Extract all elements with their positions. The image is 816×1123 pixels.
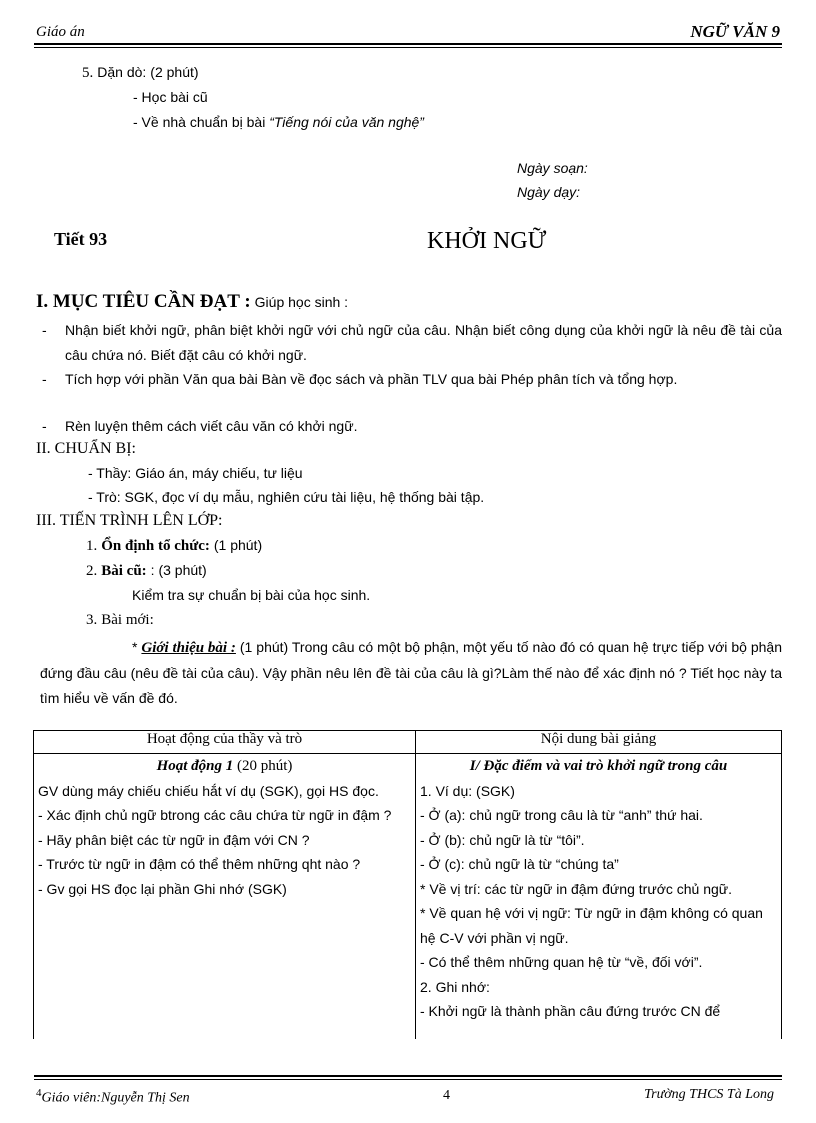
intro-paragraph: * Giới thiệu bài : (1 phút) Trong câu có một bộ phận, một yếu tố nào đó có quan hệ trực tiếp với bộ phận đứng đầu câu (nêu đề tài của câu). Vậy phần nêu lên đề tài của câu là gì?Làm thế nào để xác định nó ? Tiết học này ta tìm hiểu về vấn đề đó. [40, 639, 782, 706]
content-line: 2. Ghi nhớ: [420, 978, 490, 995]
lesson-period: Tiết 93 [54, 229, 108, 249]
header-rule-thin [34, 47, 782, 48]
activity-line: - Xác định chủ ngữ btrong các câu chứa từ ngữ in đậm ? [38, 807, 392, 823]
lesson-title: KHỞI NGỮ [427, 228, 547, 254]
homework-item: - Học bài cũ [133, 89, 208, 105]
step-new-lesson: 3. Bài mới: [86, 612, 154, 628]
prep-item: - Thầy: Giáo án, máy chiếu, tư liệu [88, 465, 303, 481]
date-prepared: Ngày soạn: [517, 160, 588, 176]
activities-cell [34, 754, 416, 1040]
table-header-content: Nội dung bài giảng [416, 731, 782, 754]
activity-line: - Hãy phân biệt các từ ngữ in đậm với CN ? [38, 831, 310, 848]
step-review: 2. Bài cũ: : (3 phút) [86, 562, 207, 579]
footer-rule-thin [34, 1079, 782, 1080]
section1-heading: I. MỤC TIÊU CẦN ĐẠT : Giúp học sinh : [36, 291, 349, 312]
prep-item: - Trò: SGK, đọc ví dụ mẫu, nghiên cứu tài liệu, hệ thống bài tập. [88, 489, 485, 505]
activity-line: - Gv gọi HS đọc lại phần Ghi nhớ (SGK) [38, 880, 287, 897]
objective-item: - Rèn luyện thêm cách viết câu văn có khởi ngữ. [42, 418, 358, 434]
homework-item: - Về nhà chuẩn bị bài “Tiếng nói của văn nghệ” [133, 114, 424, 130]
content-line: - Ở (c): chủ ngữ là từ “chúng ta” [420, 856, 619, 872]
activity-title: Hoạt động 1 (20 phút) [156, 758, 293, 774]
section3-heading: III. TIẾN TRÌNH LÊN LỚP: [36, 512, 223, 529]
content-title: I/ Đặc điểm và vai trò khởi ngữ trong câu [469, 758, 728, 774]
section2-heading: II. CHUẨN BỊ: [36, 440, 136, 457]
activity-line: GV dùng máy chiếu chiếu hắt ví dụ (SGK), gọi HS đọc. [38, 782, 379, 799]
date-taught: Ngày dạy: [517, 184, 581, 200]
page-number: 4 [443, 1088, 450, 1103]
content-line: 1. Ví dụ: (SGK) [420, 782, 515, 799]
step-review-detail: Kiểm tra sự chuẩn bị bài của học sinh. [132, 587, 371, 603]
activity-line: - Trước từ ngữ in đậm có thể thêm những qht nào ? [38, 856, 361, 872]
content-line: * Về vị trí: các từ ngữ in đậm đứng trước chủ ngữ. [420, 880, 733, 897]
objective-item: - Tích hợp với phần Văn qua bài Bàn về đọc sách và phần TLV qua bài Phép phân tích và tổng hợp. [42, 371, 678, 387]
footer-school: Trường THCS Tà Long [644, 1087, 774, 1102]
footer-rule [34, 1075, 782, 1077]
homework-title: 5. Dặn dò: (2 phút) [82, 64, 199, 81]
header-subject: NGỮ VĂN 9 [690, 22, 780, 41]
content-line: * Về quan hệ với vị ngữ: Từ ngữ in đậm không có quan hệ C-V với phần vị ngữ. [420, 905, 763, 946]
lesson-table [33, 730, 782, 1039]
content-line: - Ở (a): chủ ngữ trong câu là từ “anh” thứ hai. [420, 807, 703, 823]
step-stabilize: 1. Ổn định tổ chức: (1 phút) [86, 537, 263, 554]
table-header-activities: Hoạt động của thầy và trò [34, 731, 416, 754]
header-rule [34, 43, 782, 45]
footer-teacher: $^4$Giáo viên:Nguyễn Thị Sen [36, 1087, 190, 1106]
objective-item: - Nhận biết khởi ngữ, phân biệt khởi ngữ với chủ ngữ của câu. Nhận biết công dụng của khởi ngữ là nêu đề tài của câu chứa nó. Biết đặt câu có khởi ngữ. [42, 322, 782, 363]
content-line: - Ở (b): chủ ngữ là từ “tôi”. [420, 831, 585, 848]
content-line: - Có thể thêm những quan hệ từ “về, đối với”. [420, 954, 703, 970]
content-line: - Khởi ngữ là thành phần câu đứng trước CN để [420, 1003, 721, 1019]
header-left: Giáo án [36, 24, 85, 40]
content-cell [416, 754, 782, 1040]
